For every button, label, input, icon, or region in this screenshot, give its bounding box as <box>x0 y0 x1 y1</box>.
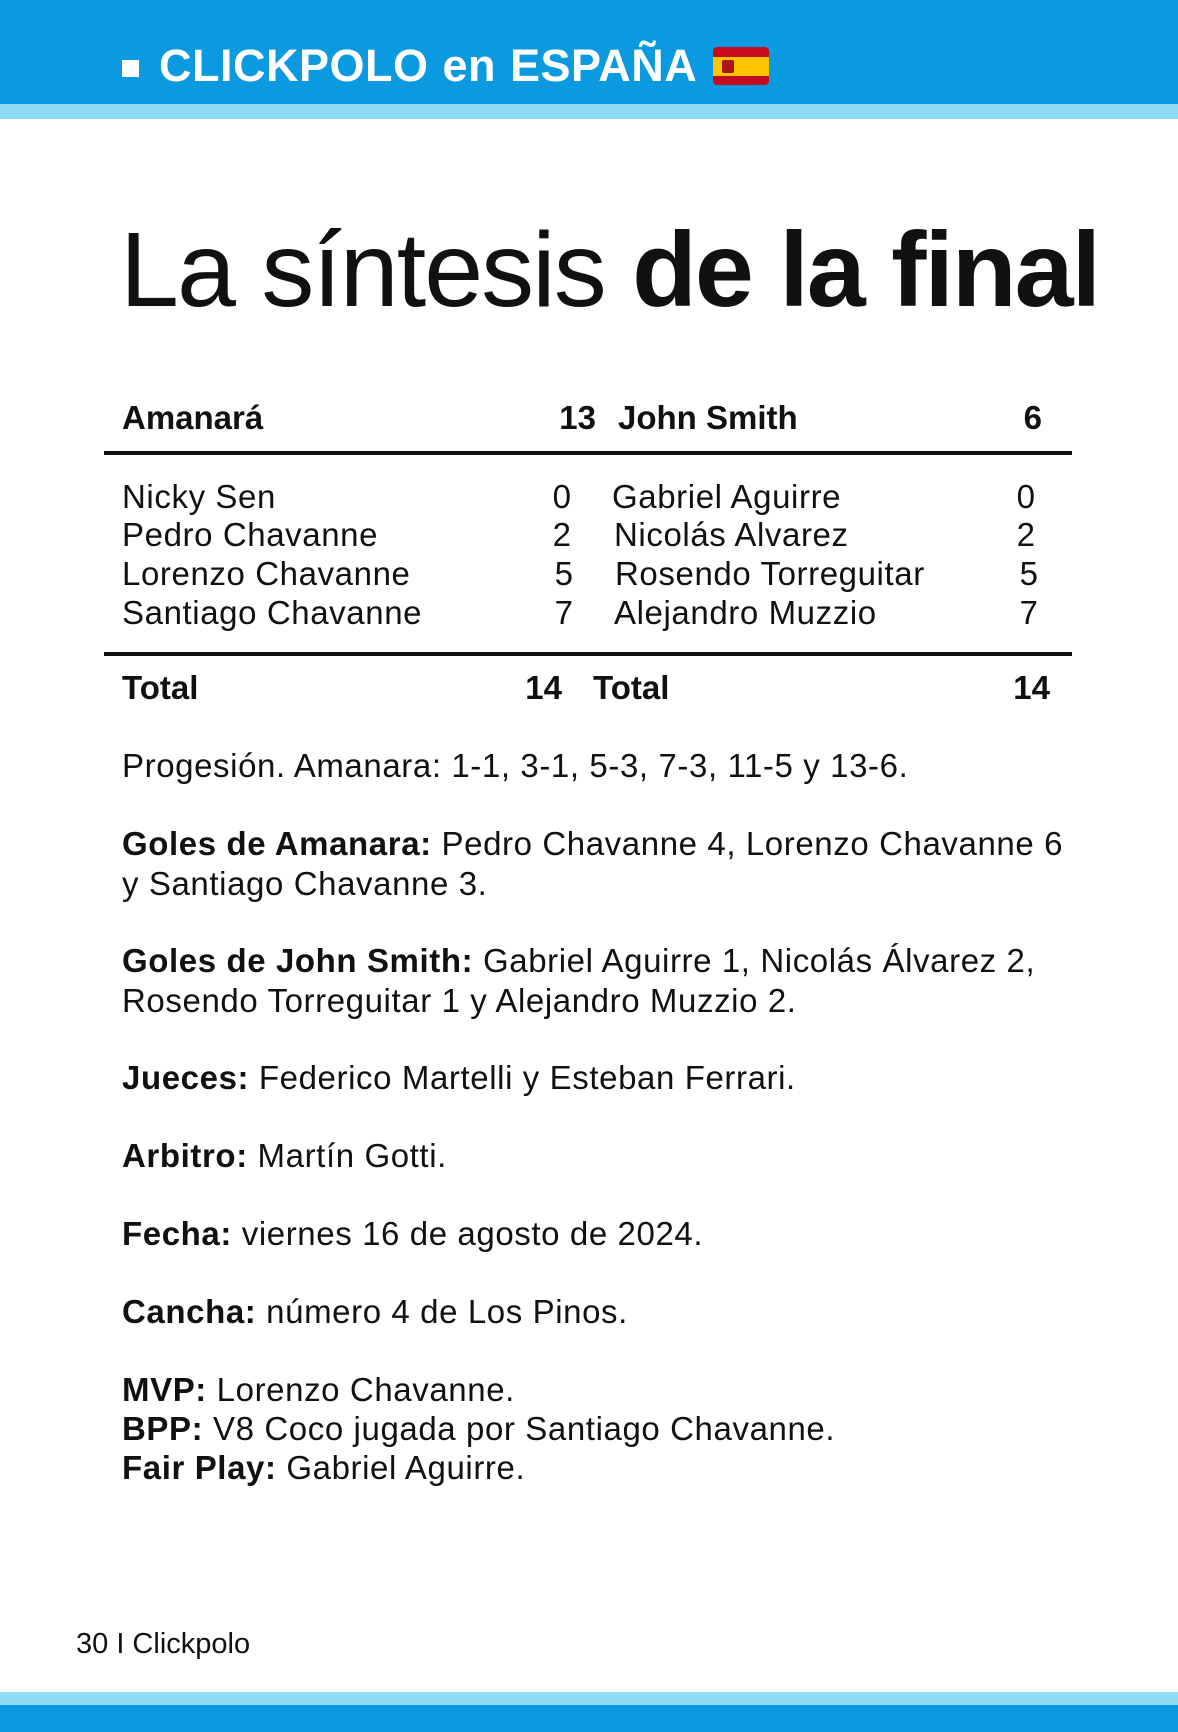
player-b-1: Gabriel Aguirre <box>612 478 842 515</box>
title-bold: de la final <box>632 211 1100 329</box>
team-a-name: Amanará <box>122 399 264 436</box>
player-a-2: Pedro Chavanne <box>122 516 379 553</box>
mvp-line <box>122 1370 1072 1410</box>
player-a-4-handicap: 7 <box>554 594 573 631</box>
section-country: ESPAÑA <box>510 40 698 91</box>
player-a-1-handicap: 0 <box>552 478 571 515</box>
section-connector: en <box>442 40 497 91</box>
goles-a-label: Goles de Amanara: <box>122 825 432 862</box>
divider-top <box>104 451 1072 455</box>
goles-a-paragraph <box>122 824 1072 904</box>
goles-b-text: Gabriel Aguirre 1, Nicolás Álvarez 2, Rosendo Torreguitar 1 y Alejandro Muzzio 2. <box>122 942 1036 1019</box>
mvp-label: MVP: <box>122 1371 207 1408</box>
player-b-1-handicap: 0 <box>1016 478 1035 515</box>
bpp-label: BPP: <box>122 1410 204 1447</box>
section-label <box>122 38 769 94</box>
arbitro-line <box>122 1136 1072 1176</box>
page-footer: 30 I Clickpolo <box>76 1628 251 1660</box>
arbitro-text: Martín Gotti. <box>247 1137 447 1174</box>
bpp-line <box>122 1409 1072 1449</box>
player-b-2-handicap: 2 <box>1016 516 1035 553</box>
progresion-line: Progesión. Amanara: 1-1, 3-1, 5-3, 7-3, 11-5 y 13-6. <box>122 747 909 784</box>
header-stripe <box>0 104 1178 119</box>
section-title: CLICKPOLO <box>159 40 429 91</box>
fairplay-text: Gabriel Aguirre. <box>276 1449 526 1486</box>
page-title <box>120 210 1099 330</box>
goles-b-label: Goles de John Smith: <box>122 942 474 979</box>
cancha-line <box>122 1292 1072 1332</box>
cancha-text: número 4 de Los Pinos. <box>256 1293 628 1330</box>
title-light: La síntesis <box>120 211 633 329</box>
total-a-label: Total <box>122 669 199 706</box>
goles-b-paragraph <box>122 941 1072 1021</box>
fecha-line <box>122 1214 1072 1254</box>
fecha-text: viernes 16 de agosto de 2024. <box>231 1215 704 1252</box>
arbitro-label: Arbitro: <box>122 1137 248 1174</box>
jueces-label: Jueces: <box>122 1059 250 1096</box>
jueces-line <box>122 1058 1072 1098</box>
player-a-3: Lorenzo Chavanne <box>122 555 411 592</box>
player-a-2-handicap: 2 <box>552 516 571 553</box>
fairplay-label: Fair Play: <box>122 1449 277 1486</box>
player-b-2: Nicolás Alvarez <box>614 516 849 553</box>
player-b-4: Alejandro Muzzio <box>614 594 877 631</box>
total-b-label: Total <box>593 669 670 706</box>
footer-stripe <box>0 1692 1178 1705</box>
cancha-label: Cancha: <box>122 1293 257 1330</box>
player-b-3-handicap: 5 <box>1019 555 1038 592</box>
footer-bar <box>0 1705 1178 1732</box>
spain-flag-icon <box>713 47 769 85</box>
square-bullet-icon <box>122 60 139 77</box>
player-a-4: Santiago Chavanne <box>122 594 423 631</box>
jueces-text: Federico Martelli y Esteban Ferrari. <box>249 1059 796 1096</box>
total-b-value: 14 <box>1013 669 1050 706</box>
team-b-name: John Smith <box>618 399 798 436</box>
total-a-value: 14 <box>525 669 562 706</box>
mvp-text: Lorenzo Chavanne. <box>206 1371 515 1408</box>
player-a-3-handicap: 5 <box>554 555 573 592</box>
player-b-4-handicap: 7 <box>1019 594 1038 631</box>
player-b-3: Rosendo Torreguitar <box>615 555 925 592</box>
fairplay-line <box>122 1448 1072 1488</box>
team-b-score: 6 <box>1023 399 1042 436</box>
team-a-score: 13 <box>559 399 596 436</box>
divider-bottom <box>104 652 1072 656</box>
player-a-1: Nicky Sen <box>122 478 276 515</box>
fecha-label: Fecha: <box>122 1215 232 1252</box>
bpp-text: V8 Coco jugada por Santiago Chavanne. <box>203 1410 836 1447</box>
goles-a-text: Pedro Chavanne 4, Lorenzo Chavanne 6 y Santiago Chavanne 3. <box>122 825 1064 902</box>
